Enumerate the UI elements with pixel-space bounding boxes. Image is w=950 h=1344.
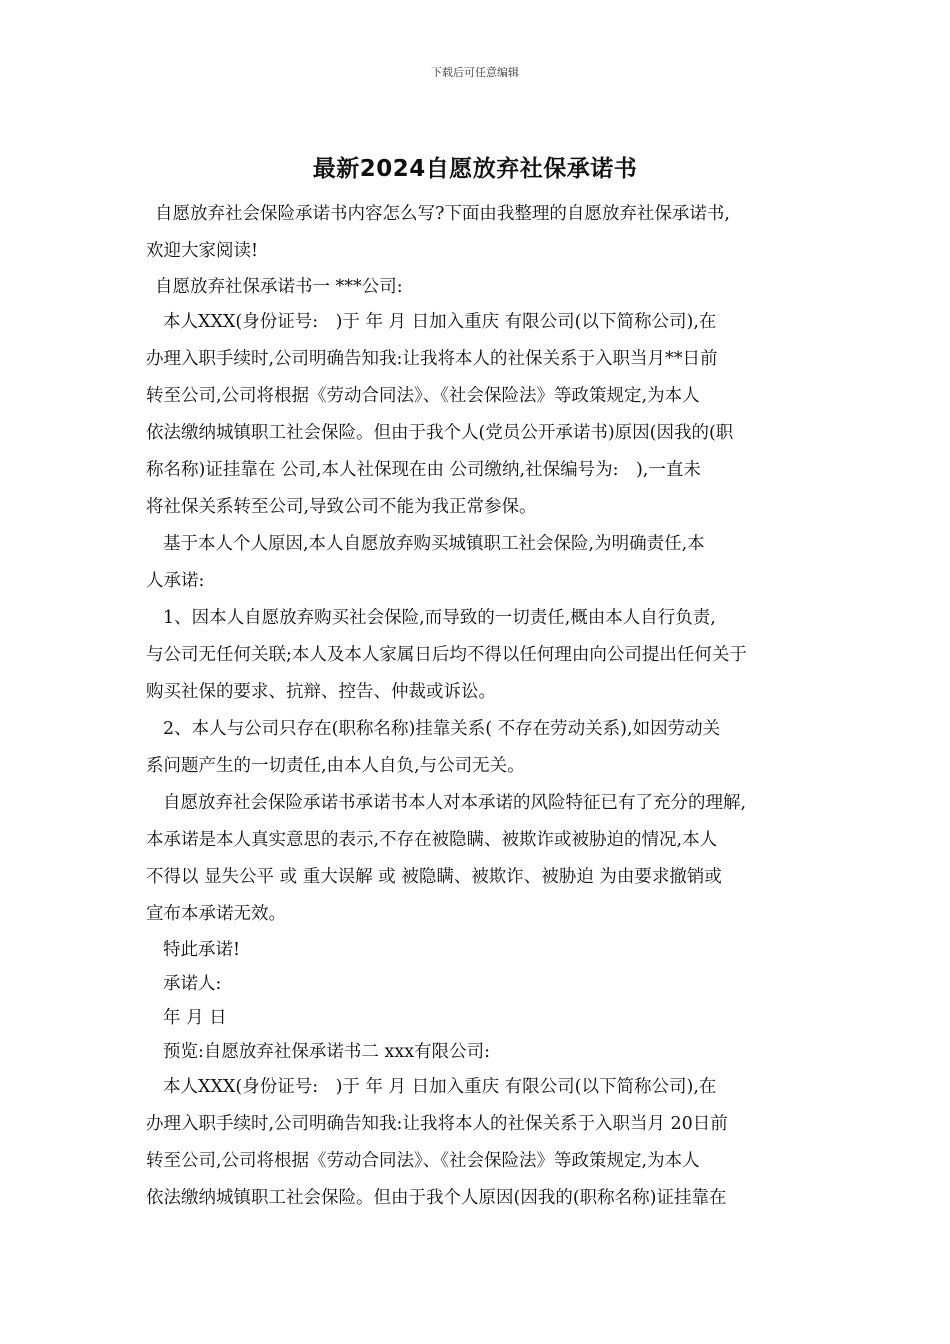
paragraph-line: 人承诺: [146, 571, 205, 591]
paragraph-line: 本人XXX(身份证号: )于 年 月 日加入重庆 有限公司(以下简称公司),在 [163, 1077, 717, 1097]
paragraph-line: 欢迎大家阅读! [146, 241, 259, 261]
paragraph-line: 称名称)证挂靠在 公司,本人社保现在由 公司缴纳,社保编号为: ),一直未 [146, 460, 701, 480]
paragraph-line: 特此承诺! [163, 940, 241, 960]
paragraph-line: 预览:自愿放弃社保承诺书二 xxx有限公司: [163, 1042, 490, 1062]
paragraph-line: 自愿放弃社保承诺书一 ***公司: [155, 277, 403, 297]
paragraph-line: 将社保关系转至公司,导致公司不能为我正常参保。 [146, 497, 537, 517]
paragraph-line: 年 月 日 [163, 1008, 227, 1028]
paragraph-line: 自愿放弃社会保险承诺书承诺书本人对本承诺的风险特征已有了充分的理解, [163, 793, 747, 813]
page-header: 下载后可任意编辑 [431, 66, 519, 79]
paragraph-line: 承诺人: [163, 974, 222, 994]
paragraph-line: 办理入职手续时,公司明确告知我:让我将本人的社保关系于入职当月**日前 [146, 349, 718, 369]
paragraph-line: 1、因本人自愿放弃购买社会保险,而导致的一切责任,概由本人自行负责, [163, 608, 716, 628]
paragraph-line: 依法缴纳城镇职工社会保险。但由于我个人(党员公开承诺书)原因(因我的(职 [146, 423, 734, 443]
paragraph-line: 办理入职手续时,公司明确告知我:让我将本人的社保关系于入职当月 20日前 [146, 1114, 728, 1134]
paragraph-line: 购买社保的要求、抗辩、控告、仲裁或诉讼。 [146, 682, 496, 702]
paragraph-line: 本承诺是本人真实意思的表示,不存在被隐瞒、被欺诈或被胁迫的情况,本人 [146, 830, 718, 850]
paragraph-line: 系问题产生的一切责任,由本人自负,与公司无关。 [146, 756, 525, 776]
paragraph-line: 本人XXX(身份证号: )于 年 月 日加入重庆 有限公司(以下简称公司),在 [163, 312, 717, 332]
paragraph-line: 依法缴纳城镇职工社会保险。但由于我个人原因(因我的(职称名称)证挂靠在 [146, 1188, 727, 1208]
document-title: 最新2024自愿放弃社保承诺书 [312, 156, 638, 182]
paragraph-line: 宣布本承诺无效。 [146, 904, 286, 924]
paragraph-line: 与公司无任何关联;本人及本人家属日后均不得以任何理由向公司提出任何关于 [146, 645, 747, 665]
paragraph-line: 不得以 显失公平 或 重大误解 或 被隐瞒、被欺诈、被胁迫 为由要求撤销或 [146, 867, 722, 887]
paragraph-line: 转至公司,公司将根据《劳动合同法》、《社会保险法》等政策规定,为本人 [146, 1151, 700, 1171]
document-body [146, 196, 822, 1217]
paragraph-line: 2、本人与公司只存在(职称名称)挂靠关系( 不存在劳动关系),如因劳动关 [163, 719, 721, 739]
paragraph-line: 自愿放弃社会保险承诺书内容怎么写?下面由我整理的自愿放弃社保承诺书, [155, 204, 730, 224]
paragraph-line: 基于本人个人原因,本人自愿放弃购买城镇职工社会保险,为明确责任,本 [163, 534, 705, 554]
paragraph-line: 转至公司,公司将根据《劳动合同法》、《社会保险法》等政策规定,为本人 [146, 386, 700, 406]
